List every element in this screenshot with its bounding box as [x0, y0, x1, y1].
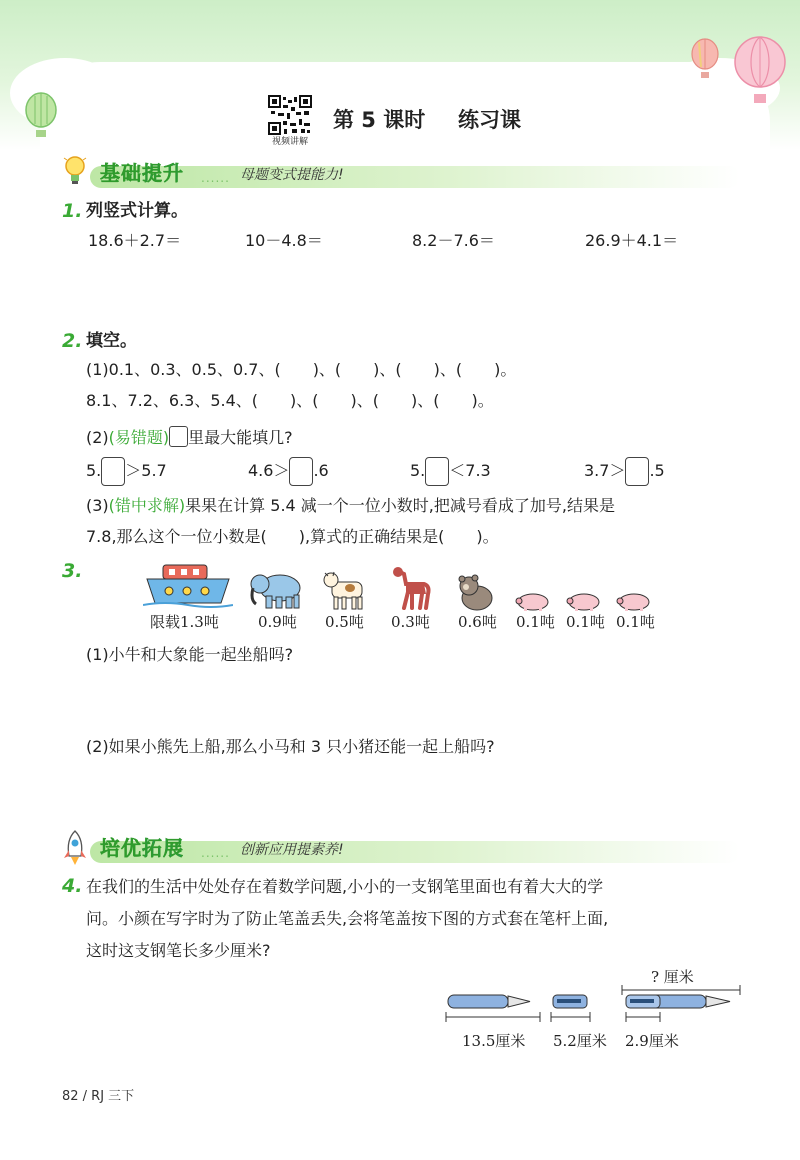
compare-item: 3.7＞ .5 [584, 457, 665, 486]
question-text: 问。小颜在写字时为了防止笔盖丢失,会将笔盖按下图的方式套在笔杆上面, [86, 909, 609, 928]
pig-icon [566, 592, 602, 612]
section-dots: ...... [201, 171, 230, 185]
answer-box[interactable] [289, 457, 313, 486]
sequence-line: (1)0.1、0.3、0.5、0.7、( )、( )、( )、( )。 [86, 360, 517, 379]
answer-box[interactable] [625, 457, 649, 486]
section-slogan: 母题变式提能力! [240, 167, 344, 183]
section-bar [90, 166, 740, 188]
calf-icon [322, 570, 368, 612]
qr-code-icon [268, 95, 312, 135]
calc-item: 18.6＋2.7＝ [88, 231, 182, 250]
question-number: 2. [62, 330, 83, 352]
section-title-advanced: 培优拓展 [100, 836, 184, 860]
lightbulb-icon [62, 154, 88, 188]
question-text: 在我们的生活中处处存在着数学问题,小小的一支钢笔里面也有着大大的学 [86, 877, 604, 896]
weight-label: 0.3吨 [391, 613, 430, 631]
sub-question-line: 7.8,那么这个一位小数是( ),算式的正确结果是( )。 [86, 527, 499, 546]
balloon-small-icon [688, 38, 722, 82]
calc-item: 26.9＋4.1＝ [585, 231, 679, 250]
question-title: 列竖式计算。 [86, 201, 188, 221]
answer-box [169, 426, 188, 447]
sub-question: (1)小牛和大象能一起坐船吗? [86, 645, 294, 664]
compare-item: 5. ＞5.7 [86, 457, 167, 486]
lesson-number: 第 5 课时 [333, 108, 426, 132]
weight-label: 0.6吨 [458, 613, 497, 631]
calc-item: 8.2－7.6＝ [412, 231, 495, 250]
cap-length-label: 5.2厘米 [553, 1032, 607, 1050]
pig-icon [515, 592, 551, 612]
sub-question: (3)(错中求解)果果在计算 5.4 减一个一位小数时,把减号看成了加号,结果是 [86, 496, 615, 515]
question-number: 4. [62, 875, 83, 897]
question-number: 1. [62, 200, 83, 222]
elephant-icon [248, 568, 306, 610]
weight-label: 0.1吨 [566, 613, 605, 631]
sequence-line: 8.1、7.2、6.3、5.4、( )、( )、( )、( )。 [86, 391, 494, 410]
compare-item: 4.6＞ .6 [248, 457, 329, 486]
balloon-left-icon [22, 92, 60, 140]
qr-caption: 视频讲解 [272, 137, 309, 147]
total-length-bracket [620, 985, 744, 995]
pig-icon [616, 592, 652, 612]
answer-box[interactable] [425, 457, 449, 486]
pen-diagram [440, 990, 750, 1030]
sub-question: (2)如果小熊先上船,那么小马和 3 只小猪还能一起上船吗? [86, 737, 495, 756]
section-dots: ...... [201, 846, 230, 860]
compare-item: 5. ＜7.3 [410, 457, 491, 486]
rocket-icon [62, 830, 88, 866]
answer-box[interactable] [101, 457, 125, 486]
question-number: 3. [62, 560, 83, 582]
balloon-large-icon [732, 36, 788, 108]
pen-length-label: 13.5厘米 [462, 1032, 526, 1050]
calc-item: 10－4.8＝ [245, 231, 323, 250]
section-slogan: 创新应用提素养! [240, 842, 344, 858]
total-length-label: ? 厘米 [651, 968, 694, 986]
section-title-basic: 基础提升 [100, 161, 184, 185]
sub-question: (2)(易错题) 里最大能填几? [86, 428, 293, 447]
weight-label: 0.1吨 [516, 613, 555, 631]
page-title: 练习课 [458, 108, 521, 132]
overlap-length-label: 2.9厘米 [625, 1032, 679, 1050]
bear-icon [455, 574, 495, 612]
section-bar [90, 841, 740, 863]
weight-label: 0.1吨 [616, 613, 655, 631]
boat-icon [143, 563, 233, 609]
horse-icon [388, 566, 432, 612]
weight-label: 0.9吨 [258, 613, 297, 631]
page-footer: 82 / RJ 三下 [62, 1089, 135, 1104]
question-title: 填空。 [86, 331, 137, 351]
weight-label: 限载1.3吨 [150, 613, 219, 631]
weight-label: 0.5吨 [325, 613, 364, 631]
question-text: 这时这支钢笔长多少厘米? [86, 941, 271, 960]
